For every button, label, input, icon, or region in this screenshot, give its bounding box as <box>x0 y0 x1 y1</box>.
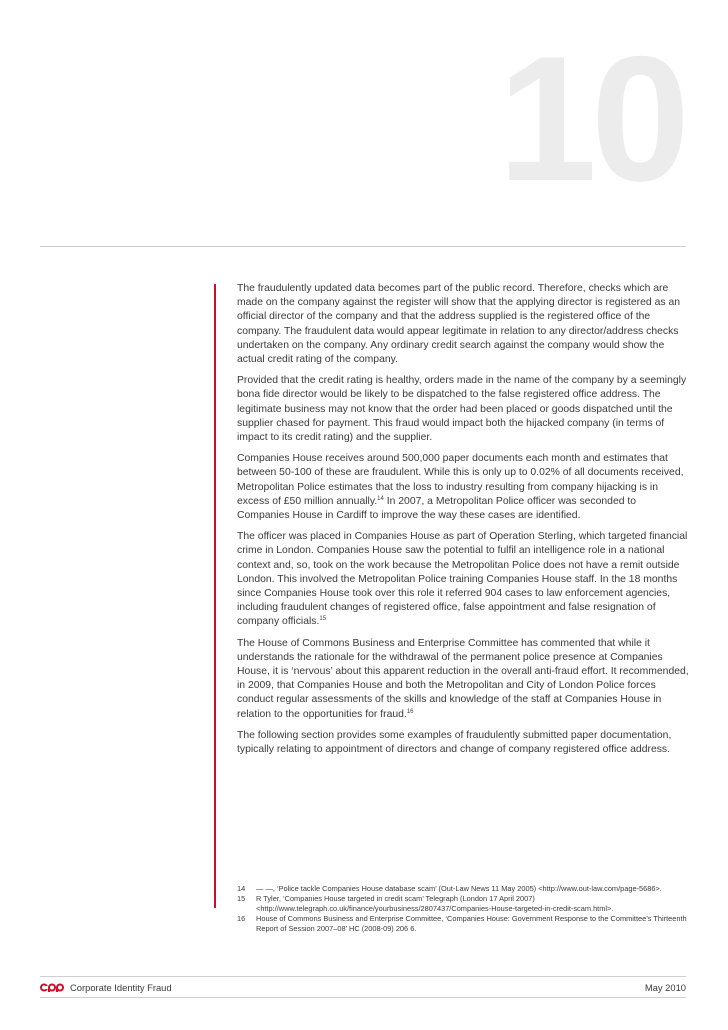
footnote-ref-14[interactable]: 14 <box>377 495 384 502</box>
body-text <box>237 282 689 764</box>
footnote-number: 14 <box>237 884 246 893</box>
paragraph-1: The fraudulently updated data becomes part of the public record. Therefore, checks which are made on the company against the register will show that the applying director is registered as an official director of the company and that the address supplied is the registered office of the company. The fraudulent data would appear legitimate in relation to any director/address checks undertaken on the company. Any ordinary credit search against the company would show the actual credit rating of the company. <box>237 283 680 366</box>
footnote-ref-16[interactable]: 16 <box>406 708 414 715</box>
footer-title: Corporate Identity Fraud <box>70 981 172 993</box>
paragraph-4: The officer was placed in Companies House as part of Operation Sterling, which targeted financial crime in London. Companies House saw the potential to fulfil an intelligence role in a national context and, so, took on the work because the Metropolitan Police does not have a remit outside London. This involved the Metropolitan Police training Companies House staff. In the 18 months since Companies House took over this role it referred 904 cases to law enforcement agencies, including fraudulent changes of registered office, false appointment and false resignation of company officials.$^{15}$ <box>237 531 688 628</box>
header-divider <box>40 246 686 247</box>
footnote-text: — —, ‘Police tackle Companies House database scam’ (Out-Law News 11 May 2005) <http://www.out-law.com/page-5686>. <box>256 884 662 893</box>
footnote-14 <box>237 884 687 894</box>
accent-bar <box>214 284 216 908</box>
footnote-ref-15[interactable]: 15 <box>319 616 327 623</box>
footnote-number: 16 <box>237 914 246 923</box>
paragraph-6: The following section provides some examples of fraudulently submitted paper documentation, typically relating to appointment of directors and change of company registered office address. <box>237 729 672 756</box>
footnote-text: House of Commons Business and Enterprise Committee, ‘Companies House: Government Response to the Committee’s Thirteenth Report of Session 2007–08’ HC (2008-09) 206 6. <box>256 914 687 933</box>
footnote-15 <box>237 894 687 914</box>
footer-date: May 2010 <box>644 981 686 993</box>
paragraph-3: Companies House receives around 500,000 paper documents each month and estimates that between 50-100 of these are fraudulent. While this is only up to 0.02% of all documents received, Metropolitan Police estimates that the loss to industry resulting from company hijacking is in excess of £50 million annually.$^{14}$ In 2007, a Metropolitan Police officer was seconded to Companies House in Cardiff to improve the way these cases are identified. <box>237 453 684 522</box>
page-number: 10 <box>498 19 684 218</box>
paragraph-5: The House of Commons Business and Enterprise Committee has commented that while it understands the rationale for the withdrawal of the permanent police presence at Companies House, it is ‘nervous’ about this apparent reduction in the overall anti-fraud effort. It recommended, in 2009, that Companies House and both the Metropolitan and City of London Police forces conduct regular assessments of the skills and knowledge of the staff at Companies House in relation to the opportunities for fraud.$^{16}$ <box>237 637 689 720</box>
cpp-logo-icon <box>40 983 64 992</box>
paragraph-2: Provided that the credit rating is healthy, orders made in the name of the company by a seemingly bona fide director would be likely to be dispatched to the false registered office address. The legitimate business may not know that the order had been placed or goods dispatched until the supplier chased for payment. This fraud would impact both the hijacked company (in terms of impact to its credit rating) and the supplier. <box>237 375 687 444</box>
footnote-number: 15 <box>237 894 246 903</box>
footnotes <box>237 884 687 934</box>
page-footer <box>40 976 686 998</box>
footnote-text: R Tyler, ‘Companies House targeted in credit scam’ Telegraph (London 17 April 2007) <http://www.telegraph.co.uk/finance/yourbusiness/2807437/Companies-House-targeted-in-credit-scam.html>. <box>256 894 614 913</box>
footnote-16 <box>237 914 687 934</box>
